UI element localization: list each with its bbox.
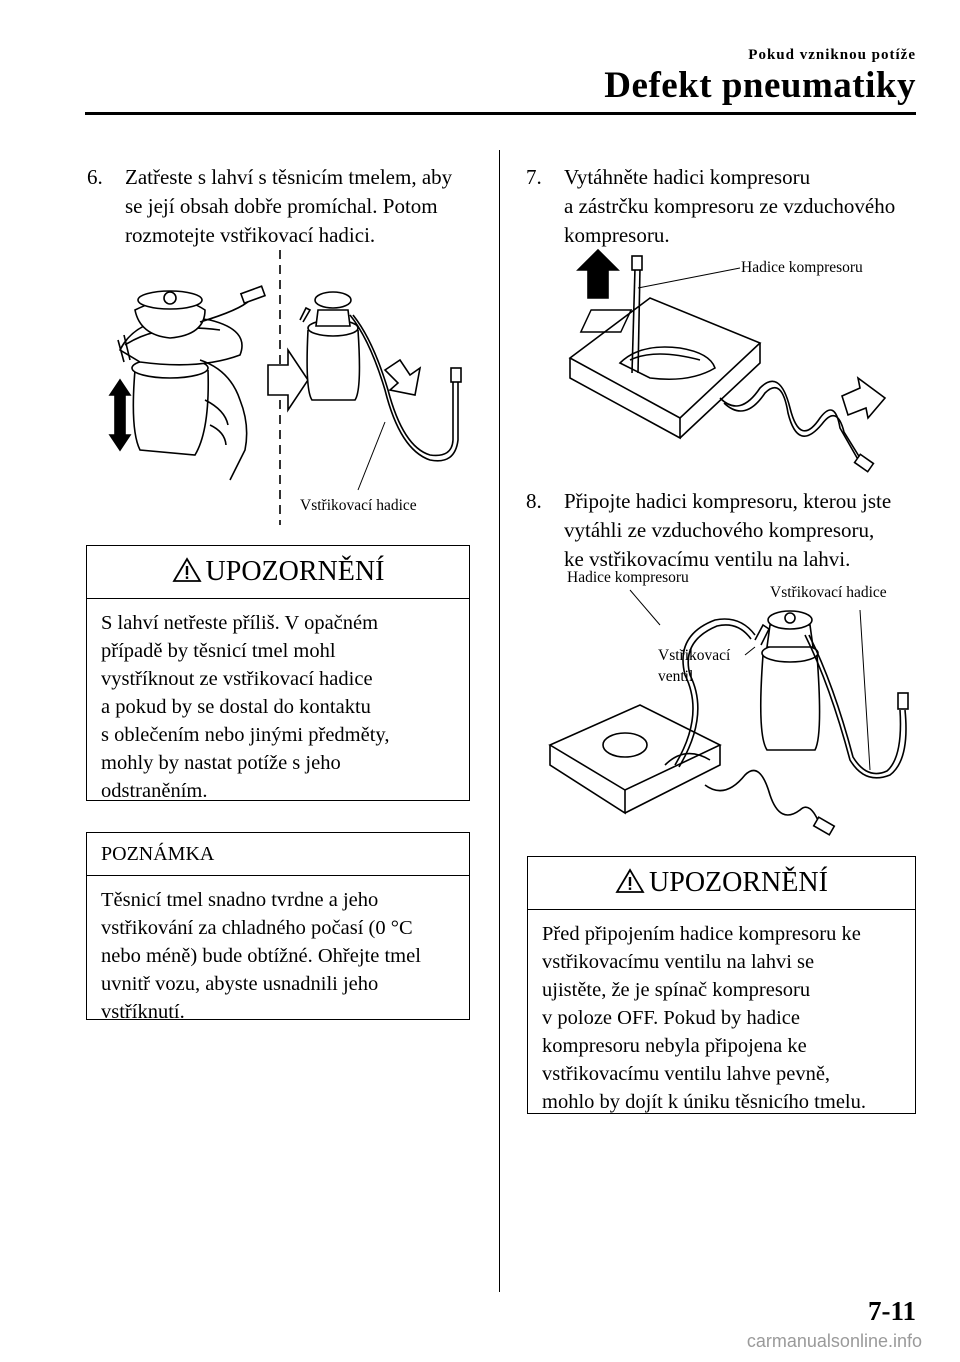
connect-hose-illustration xyxy=(545,585,925,845)
caution-line: mohlo by dojít k úniku těsnicího tmelu. xyxy=(542,1091,866,1113)
caution-line: případě by těsnicí tmel mohl xyxy=(101,640,336,662)
caution-line: odstraněním. xyxy=(101,780,208,802)
caution-line: vstřikovacímu ventilu na lahvi se xyxy=(542,951,815,973)
step-line: Zatřeste s lahví s těsnicím tmelem, aby xyxy=(125,165,453,189)
step-text xyxy=(564,487,926,574)
figure-callout-valve: Vstřikovací xyxy=(658,647,731,664)
caution-line: mohly by nastat potíže s jeho xyxy=(101,752,341,774)
note-line: Těsnicí tmel snadno tvrdne a jeho xyxy=(101,889,379,911)
note-line: uvnitř vozu, abyste usnadnili jeho xyxy=(101,973,379,995)
figure-callout-injection-hose: Vstřikovací hadice xyxy=(770,584,887,601)
caution-body xyxy=(87,599,469,817)
caution-line: kompresoru nebyla připojena ke xyxy=(542,1035,807,1057)
page-title: Defekt pneumatiky xyxy=(604,65,916,106)
caution-line: S lahví netřeste příliš. V opačném xyxy=(101,612,379,634)
note-body xyxy=(87,876,469,1038)
step-7 xyxy=(526,163,926,250)
note-box xyxy=(86,832,470,1023)
caution-line: s oblečením nebo jinými předměty, xyxy=(101,724,390,746)
watermark: carmanualsonline.info xyxy=(746,1331,922,1351)
step-line: vytáhli ze vzduchového kompresoru, xyxy=(564,518,875,542)
caution-box xyxy=(527,856,916,1114)
caution-line: v poloze OFF. Pokud by hadice xyxy=(542,1007,801,1029)
step-line: ke vstřikovacímu ventilu na lahvi. xyxy=(564,547,851,571)
warning-triangle-icon xyxy=(615,868,645,894)
step-line: rozmotejte vstřikovací hadici. xyxy=(125,223,376,247)
step-line: kompresoru. xyxy=(564,223,670,247)
column-divider xyxy=(499,150,500,1292)
caution-box xyxy=(86,545,470,801)
caution-line: Před připojením hadice kompresoru ke xyxy=(542,923,861,945)
note-line: nebo méně) bude obtížné. Ohřejte tmel xyxy=(101,945,421,967)
section-label: Pokud vzniknou potíže xyxy=(748,47,916,63)
page-number: 7-11 xyxy=(867,1296,916,1326)
step-line: a zástrčku kompresoru ze vzduchového xyxy=(564,194,896,218)
caution-line: a pokud by se dostal do kontaktu xyxy=(101,696,371,718)
note-line: vstříknutí. xyxy=(101,1001,185,1023)
compressor-hose-illustration xyxy=(560,248,900,478)
step-number: 7. xyxy=(526,165,542,189)
step-line: se její obsah dobře promíchal. Potom xyxy=(125,194,438,218)
step-number: 8. xyxy=(526,489,542,513)
figure-callout: Hadice kompresoru xyxy=(741,259,863,276)
step-text xyxy=(125,163,487,250)
step-6 xyxy=(87,163,487,250)
figure-callout: Vstřikovací hadice xyxy=(300,497,417,514)
shake-bottle-illustration xyxy=(100,250,485,530)
caution-title: UPOZORNĚNÍ xyxy=(205,556,385,587)
caution-line: vystříknout ze vstřikovací hadice xyxy=(101,668,373,690)
step-line: Vytáhněte hadici kompresoru xyxy=(564,165,811,189)
caution-title: UPOZORNĚNÍ xyxy=(649,867,828,898)
caution-header xyxy=(528,857,915,910)
figure-callout-valve-2: ventil xyxy=(658,668,694,685)
step-text xyxy=(564,163,926,250)
caution-header xyxy=(87,546,469,599)
header-divider xyxy=(85,112,916,115)
note-header: POZNÁMKA xyxy=(87,833,469,876)
step-line: Připojte hadici kompresoru, kterou jste xyxy=(564,489,892,513)
warning-triangle-icon xyxy=(172,557,202,583)
step-8 xyxy=(526,487,926,574)
caution-line: ujistěte, že je spínač kompresoru xyxy=(542,979,811,1001)
caution-line: vstřikovacímu ventilu lahve pevně, xyxy=(542,1063,831,1085)
note-line: vstřikování za chladného počasí (0 °C xyxy=(101,917,413,939)
figure-callout-compressor-hose: Hadice kompresoru xyxy=(567,569,689,586)
step-number: 6. xyxy=(87,165,103,189)
caution-body xyxy=(528,910,915,1128)
